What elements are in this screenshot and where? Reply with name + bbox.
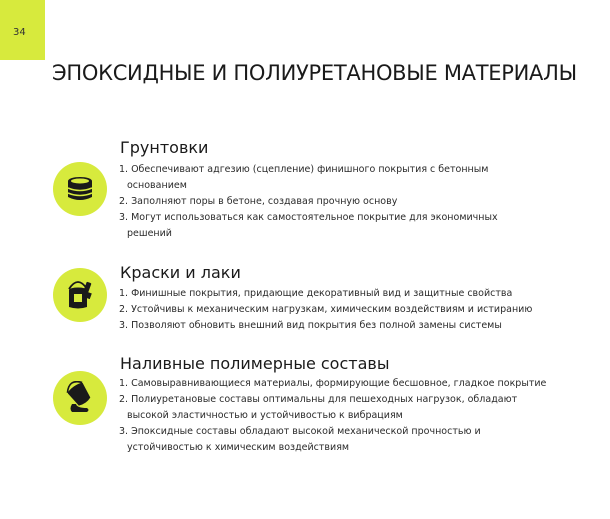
item-list — [119, 162, 498, 242]
item-list — [119, 376, 546, 456]
page-title: ЭПОКСИДНЫЕ И ПОЛИУРЕТАНОВЫЕ МАТЕРИАЛЫ — [52, 61, 577, 85]
page-tab — [0, 0, 45, 60]
section-title: Грунтовки — [120, 138, 209, 157]
list-item: 2. Полиуретановые составы оптимальны для пешеходных нагрузок, обладают высокой эластичностью и устойчивостью к вибрациям — [119, 394, 518, 421]
pouring-bucket-icon — [53, 371, 107, 425]
list-item: 1. Обеспечивают адгезию (сцепление) финишного покрытия с бетонным основанием — [119, 164, 489, 191]
paint-can-brush-icon — [53, 268, 107, 322]
page-number: 34 — [13, 27, 26, 38]
list-item: 3. Могут использоваться как самостоятельное покрытие для экономичных решений — [119, 212, 498, 239]
list-item: 1. Финишные покрытия, придающие декоративный вид и защитные свойства — [119, 288, 513, 299]
item-list — [119, 286, 532, 334]
section-title: Краски и лаки — [120, 263, 241, 282]
list-item: 2. Устойчивы к механическим нагрузкам, химическим воздействиям и истиранию — [119, 304, 533, 315]
list-item: 1. Самовыравнивающиеся материалы, формирующие бесшовное, гладкое покрытие — [119, 378, 547, 389]
list-item: 3. Позволяют обновить внешний вид покрытия без полной замены системы — [119, 320, 502, 331]
list-item: 3. Эпоксидные составы обладают высокой механической прочностью и устойчивостью к химическим воздействиям — [119, 426, 481, 453]
section-title: Наливные полимерные составы — [120, 354, 390, 373]
list-item: 2. Заполняют поры в бетоне, создавая прочную основу — [119, 196, 398, 207]
primer-bucket-icon — [53, 162, 107, 216]
